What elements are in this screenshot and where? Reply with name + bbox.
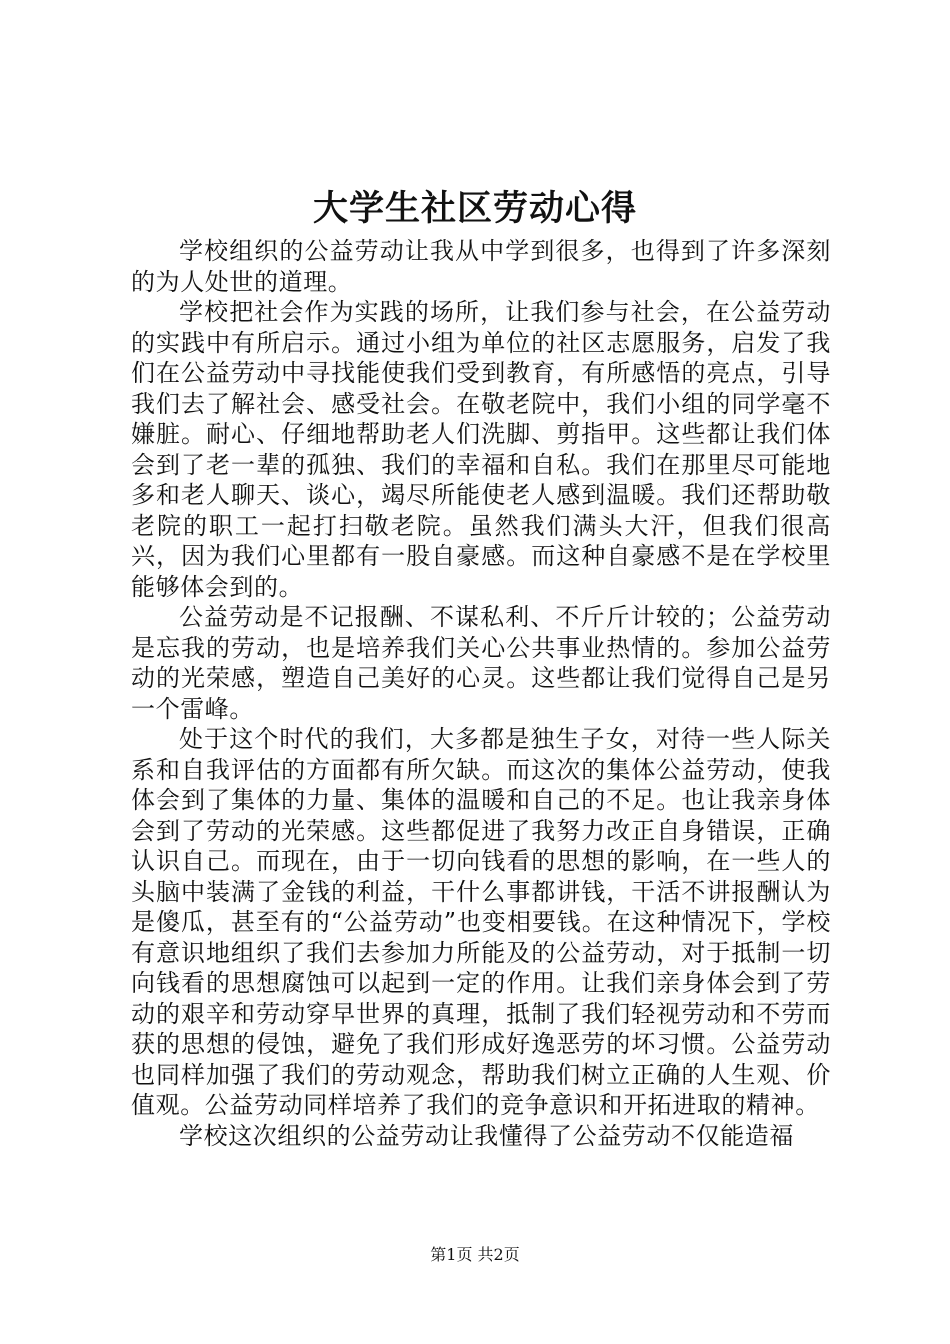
paragraph-5: 学校这次组织的公益劳动让我懂得了公益劳动不仅能造福	[179, 1121, 794, 1150]
paragraph-3: 公益劳动是不记报酬、不谋私利、不斤斤计较的；公益劳动是忘我的劳动，也是培养我们关心公共事业热情的。参加公益劳动的光荣感，塑造自己美好的心灵。这些都让我们觉得自己是另一个雷峰。	[131, 603, 831, 723]
paragraph-1: 学校组织的公益劳动让我从中学到很多，也得到了许多深刻的为人处世的道理。	[131, 237, 831, 296]
paragraph-2: 学校把社会作为实践的场所，让我们参与社会，在公益劳动的实践中有所启示。通过小组为单位的社区志愿服务，启发了我们在公益劳动中寻找能使我们受到教育，有所感悟的亮点，引导我们去了解社会、感受社会。在敬老院中，我们小组的同学毫不嫌脏。耐心、仔细地帮助老人们洗脚、剪指甲。这些都让我们体会到了老一辈的孤独、我们的幸福和自私。我们在那里尽可能地多和老人聊天、谈心，竭尽所能使老人感到温暖。我们还帮助敬老院的职工一起打扫敬老院。虽然我们满头大汗，但我们很高兴，因为我们心里都有一股自豪感。而这种自豪感不是在学校里能够体会到的。	[131, 298, 831, 601]
document-body	[131, 236, 831, 1151]
document-title: 大学生社区劳动心得	[312, 188, 637, 229]
page-number-footer: 第1页 共2页	[430, 1245, 520, 1264]
paragraph-4: 处于这个时代的我们，大多都是独生子女，对待一些人际关系和自我评估的方面都有所欠缺。而这次的集体公益劳动，使我体会到了集体的力量、集体的温暖和自己的不足。也让我亲身体会到了劳动的光荣感。这些都促进了我努力改正自身错误，正确认识自己。而现在，由于一切向钱看的思想的影响，在一些人的头脑中装满了金钱的利益，干什么事都讲钱，干活不讲报酬认为是傻瓜，甚至有的“公益劳动”也变相要钱。在这种情况下，学校有意识地组织了我们去参加力所能及的公益劳动，对于抵制一切向钱看的思想腐蚀可以起到一定的作用。让我们亲身体会到了劳动的艰辛和劳动穿早世界的真理，抵制了我们轻视劳动和不劳而获的思想的侵蚀，避免了我们形成好逸恶劳的坏习惯。公益劳动也同样加强了我们的劳动观念，帮助我们树立正确的人生观、价值观。公益劳动同样培养了我们的竞争意识和开拓进取的精神。	[131, 725, 831, 1119]
